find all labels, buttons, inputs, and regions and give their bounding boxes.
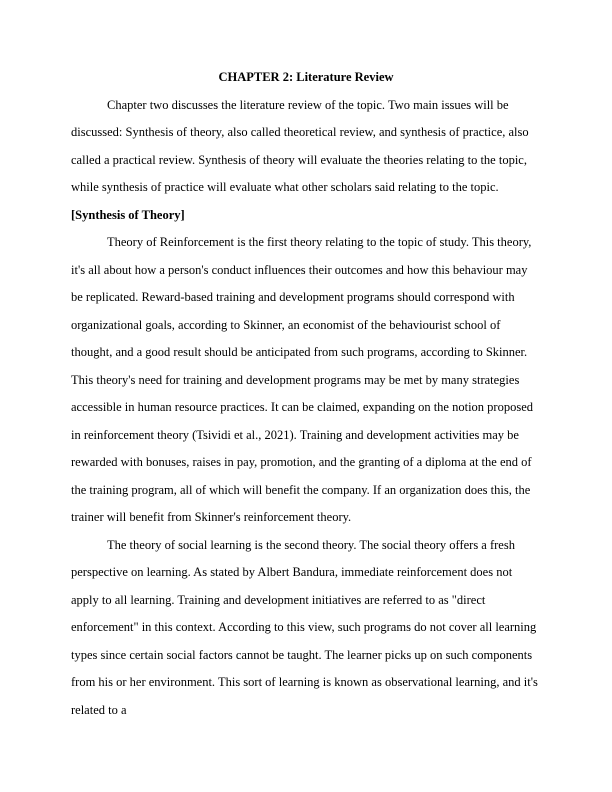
- document-page: [71, 0, 541, 724]
- paragraph-reinforcement-theory: Theory of Reinforcement is the first theory relating to the topic of study. This theory, it's all about how a person's conduct influences their outcomes and how this behaviour may be replicated. Reward-based training and development programs should correspond with organizational goals, according to Skinner, an economist of the behaviourist school of thought, and a good result should be anticipated from such programs, according to Skinner. This theory's need for training and development programs may be met by many strategies accessible in human resource practices. It can be claimed, expanding on the notion proposed in reinforcement theory (Tsividi et al., 2021). Training and development activities may be rewarded with bonuses, raises in pay, promotion, and the granting of a diploma at the end of the training program, all of which will benefit the company. If an organization does this, the trainer will benefit from Skinner's reinforcement theory.: [71, 235, 533, 524]
- intro-paragraph: Chapter two discusses the literature review of the topic. Two main issues will be discussed: Synthesis of theory, also called theoretical review, and synthesis of practice, also called a practical review. Synthesis of theory will evaluate the theories relating to the topic, while synthesis of practice will evaluate what other scholars said relating to the topic.: [71, 97, 529, 194]
- chapter-title: CHAPTER 2: Literature Review: [218, 70, 394, 84]
- paragraph-social-learning-theory: The theory of social learning is the second theory. The social theory offers a fresh perspective on learning. As stated by Albert Bandura, immediate reinforcement does not apply to all learning. Training and development initiatives are referred to as "direct enforcement" in this context. According to this view, such programs do not cover all learning types since certain social factors cannot be taught. The learner picks up on such components from his or her environment. This sort of learning is known as observational learning, and it's related to a: [71, 537, 538, 717]
- section-heading-synthesis-of-theory: [Synthesis of Theory]: [71, 207, 185, 222]
